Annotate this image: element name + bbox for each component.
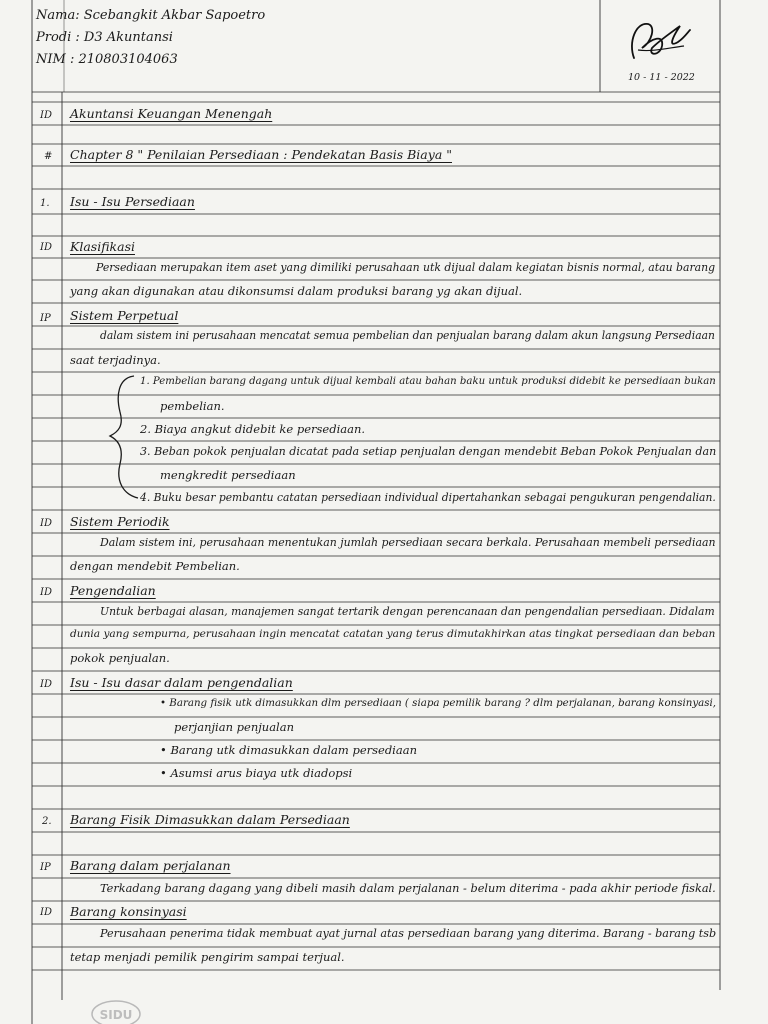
note-line: Persediaan merupakan item aset yang dimiliki perusahaan utk dijual dalam kegiatan bisnis normal, atau barang (96, 261, 716, 274)
chapter-title: Chapter 8 " Penilaian Persediaan : Pendekatan Basis Biaya " (70, 147, 452, 162)
bullet-item: • Barang fisik utk dimasukkan dlm persediaan ( siapa pemilik barang ? dlm perjalanan, barang konsinyasi, (160, 697, 717, 709)
row-tag: # (44, 151, 53, 162)
row-tag: ID (40, 242, 52, 253)
row-tag: 2. (42, 816, 52, 827)
note-line: tetap menjadi pemilik pengirim sampai terjual. (70, 950, 345, 964)
list-brace (104, 372, 144, 502)
header-name: Nama: Scebangkit Akbar Sapoetro (36, 8, 266, 23)
row-tag: IP (40, 313, 51, 324)
row-tag: IP (40, 862, 51, 873)
section-heading: Isu - Isu Persediaan (70, 194, 195, 209)
list-item: 1. Pembelian barang dagang untuk dijual kembali atau bahan baku untuk produksi didebit ke persediaan bukan (140, 376, 716, 387)
row-tag: ID (40, 679, 52, 690)
list-item-continued: mengkredit persediaan (160, 468, 296, 482)
bullet-item: • Asumsi arus biaya utk diadopsi (160, 766, 353, 780)
signature-image (622, 12, 694, 68)
subsection-heading: Sistem Periodik (70, 514, 170, 529)
header-nim: NIM : 210803104063 (36, 52, 178, 67)
row-tag: ID (40, 110, 52, 121)
list-item-continued: pembelian. (160, 399, 225, 413)
note-line: saat terjadinya. (70, 353, 161, 367)
note-line: dunia yang sempurna, perusahaan ingin mencatat catatan yang terus dimutakhirkan atas tingkat persediaan dan beban (70, 628, 716, 640)
note-line: dengan mendebit Pembelian. (70, 559, 240, 573)
note-line: Perusahaan penerima tidak membuat ayat jurnal atas persediaan barang yang diterima. Barang - barang tsb (100, 927, 717, 940)
row-tag: 1. (40, 198, 50, 209)
row-tag: ID (40, 587, 52, 598)
note-line: Dalam sistem ini, perusahaan menentukan jumlah persediaan secara berkala. Perusahaan membeli persediaan (100, 536, 716, 549)
subsection-heading: Sistem Perpetual (70, 308, 179, 323)
note-line: yang akan digunakan atau dikonsumsi dalam produksi barang yg akan dijual. (70, 284, 523, 298)
section-heading: Barang Fisik Dimasukkan dalam Persediaan (70, 812, 350, 827)
note-line: dalam sistem ini perusahaan mencatat semua pembelian dan penjualan barang dalam akun langsung Persediaan (100, 329, 715, 342)
row-tag: ID (40, 518, 52, 529)
list-item: 2. Biaya angkut didebit ke persediaan. (140, 422, 366, 436)
note-line: pokok penjualan. (70, 651, 170, 665)
list-item: 3. Beban pokok penjualan dicatat pada setiap penjualan dengan mendebit Beban Pokok Penjualan dan (140, 445, 717, 458)
note-line: Terkadang barang dagang yang dibeli masih dalam perjalanan - belum diterima - pada akhir periode fiskal. (100, 881, 716, 895)
row-tag: ID (40, 907, 52, 918)
signature-date: 10 - 11 - 2022 (628, 72, 695, 83)
subsection-heading: Barang konsinyasi (70, 904, 187, 919)
subsection-heading: Pengendalian (70, 583, 156, 598)
subsection-heading: Klasifikasi (70, 239, 135, 254)
header-prodi: Prodi : D3 Akuntansi (36, 30, 173, 45)
subsection-heading: Barang dalam perjalanan (70, 858, 231, 873)
bullet-item-continued: perjanjian penjualan (174, 720, 294, 734)
sidu-logo (90, 999, 142, 1024)
bullet-item: • Barang utk dimasukkan dalam persediaan (160, 743, 417, 757)
note-line: Untuk berbagai alasan, manajemen sangat tertarik dengan perencanaan dan pengendalian persediaan. Didalam (100, 605, 715, 618)
course-title: Akuntansi Keuangan Menengah (70, 106, 273, 121)
svg-text:SIDU: SIDU (99, 1008, 133, 1022)
list-item: 4. Buku besar pembantu catatan persediaan individual dipertahankan sebagai pengukuran pengendalian. (140, 491, 716, 504)
subsection-heading: Isu - Isu dasar dalam pengendalian (70, 675, 293, 690)
